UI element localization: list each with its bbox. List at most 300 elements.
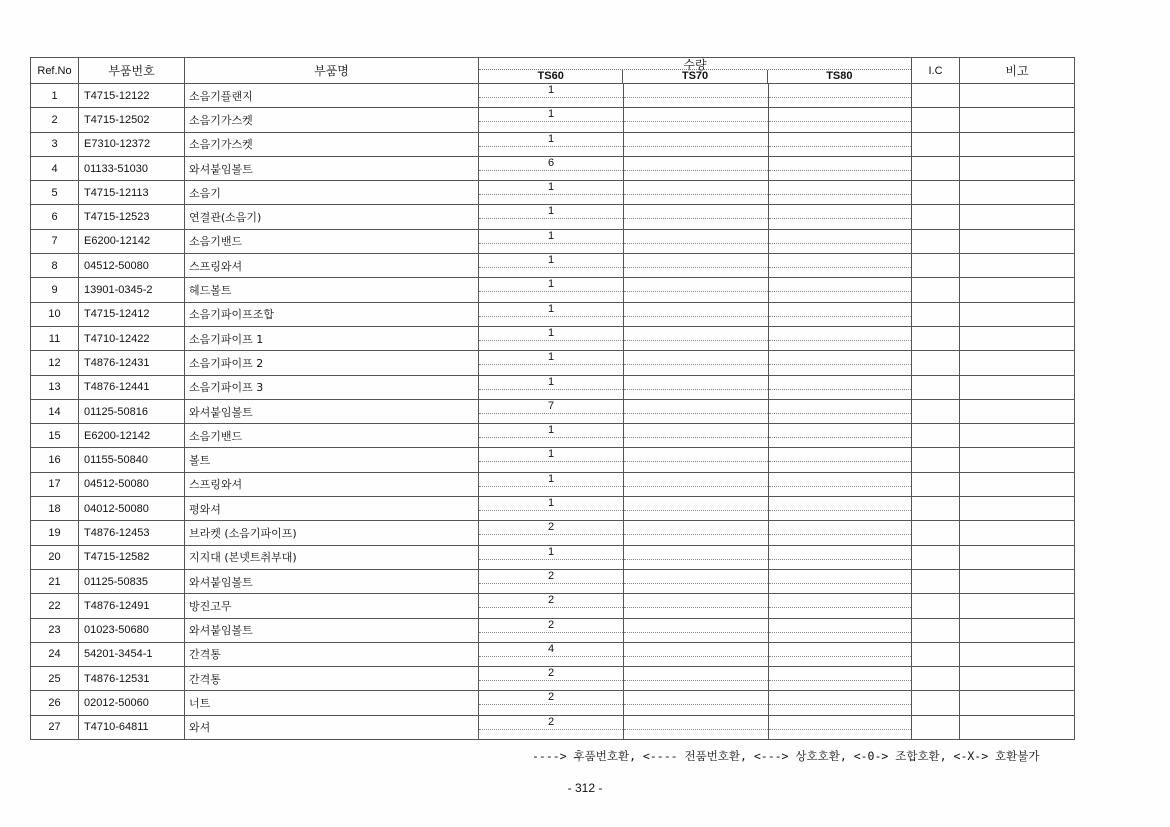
cell-qty-ts60 <box>479 108 624 132</box>
cell-ref-no: 1 <box>31 84 79 108</box>
cell-part-name: 지지대 (본넷트취부대) <box>185 545 479 569</box>
cell-note <box>960 424 1075 448</box>
qty-dotted-line <box>624 243 768 244</box>
qty-dotted-line <box>479 194 623 195</box>
qty-dotted-line <box>769 680 911 681</box>
qty-dotted-line <box>769 291 911 292</box>
cell-qty-ts70 <box>624 448 769 472</box>
cell-ref-no: 12 <box>31 351 79 375</box>
cell-ref-no: 14 <box>31 399 79 423</box>
qty-dotted-line <box>624 583 768 584</box>
cell-ic <box>912 254 960 278</box>
cell-part-number: T4715-12582 <box>79 545 185 569</box>
cell-ref-no: 16 <box>31 448 79 472</box>
qty-dotted-line <box>769 704 911 705</box>
cell-ref-no: 9 <box>31 278 79 302</box>
table-row <box>31 375 1075 399</box>
cell-qty-ts60 <box>479 424 624 448</box>
cell-qty-ts80 <box>769 642 912 666</box>
qty-dotted-line <box>769 656 911 657</box>
header-part-name: 부품명 <box>185 58 479 84</box>
cell-ref-no: 10 <box>31 302 79 326</box>
qty-dotted-line <box>479 559 623 560</box>
qty-dotted-line <box>479 632 623 633</box>
cell-part-number: T4715-12113 <box>79 181 185 205</box>
cell-part-number: 01133-51030 <box>79 156 185 180</box>
cell-part-number: 04512-50080 <box>79 254 185 278</box>
qty-value-ts60: 1 <box>547 108 555 121</box>
qty-dotted-line <box>769 340 911 341</box>
qty-dotted-line <box>769 632 911 633</box>
cell-qty-ts60 <box>479 667 624 691</box>
cell-qty-ts80 <box>769 667 912 691</box>
qty-value-ts60: 1 <box>547 229 555 242</box>
qty-dotted-line <box>479 389 623 390</box>
cell-part-name: 간격통 <box>185 642 479 666</box>
cell-ref-no: 27 <box>31 715 79 739</box>
cell-note <box>960 156 1075 180</box>
cell-part-name: 볼트 <box>185 448 479 472</box>
cell-ic <box>912 84 960 108</box>
cell-ic <box>912 497 960 521</box>
cell-ref-no: 25 <box>31 667 79 691</box>
table-header-row <box>31 58 1075 84</box>
cell-part-number: T4715-12523 <box>79 205 185 229</box>
header-model-ts60: TS60 <box>537 70 564 82</box>
cell-note <box>960 375 1075 399</box>
cell-qty-ts70 <box>624 278 769 302</box>
table-row <box>31 545 1075 569</box>
table-row <box>31 351 1075 375</box>
cell-ref-no: 20 <box>31 545 79 569</box>
qty-dotted-line <box>624 218 768 219</box>
cell-qty-ts80 <box>769 302 912 326</box>
cell-qty-ts70 <box>624 156 769 180</box>
cell-part-name: 와셔붙임볼트 <box>185 399 479 423</box>
cell-qty-ts70 <box>624 205 769 229</box>
cell-qty-ts70 <box>624 594 769 618</box>
qty-dotted-line <box>479 461 623 462</box>
cell-ref-no: 19 <box>31 521 79 545</box>
compatibility-legend: ----> 후품번호환, <---- 전품번호환, <---> 상호호환, <-0-> 조합호환, <-X-> 호환불가 <box>532 749 1040 763</box>
qty-dotted-line <box>479 729 623 730</box>
cell-qty-ts70 <box>624 254 769 278</box>
cell-ic <box>912 642 960 666</box>
qty-dotted-line <box>624 656 768 657</box>
cell-ic <box>912 521 960 545</box>
qty-dotted-line <box>479 364 623 365</box>
cell-qty-ts80 <box>769 691 912 715</box>
cell-qty-ts60 <box>479 545 624 569</box>
cell-ic <box>912 715 960 739</box>
cell-ic <box>912 594 960 618</box>
qty-dotted-line <box>479 243 623 244</box>
qty-dotted-line <box>769 146 911 147</box>
table-row <box>31 181 1075 205</box>
qty-dotted-line <box>479 218 623 219</box>
qty-value-ts60: 1 <box>547 375 555 388</box>
cell-qty-ts80 <box>769 521 912 545</box>
qty-value-ts60: 1 <box>547 351 555 364</box>
cell-qty-ts70 <box>624 351 769 375</box>
cell-ref-no: 11 <box>31 326 79 350</box>
cell-part-name: 연결관(소음기) <box>185 205 479 229</box>
qty-dotted-line <box>479 534 623 535</box>
qty-dotted-line <box>624 121 768 122</box>
qty-dotted-line <box>479 680 623 681</box>
cell-ic <box>912 424 960 448</box>
table-row <box>31 326 1075 350</box>
qty-dotted-line <box>479 340 623 341</box>
cell-ic <box>912 156 960 180</box>
cell-qty-ts80 <box>769 351 912 375</box>
cell-part-name: 브라켓 (소음기파이프) <box>185 521 479 545</box>
cell-note <box>960 642 1075 666</box>
cell-qty-ts80 <box>769 205 912 229</box>
cell-qty-ts70 <box>624 521 769 545</box>
qty-value-ts60: 2 <box>547 569 555 582</box>
cell-qty-ts60 <box>479 326 624 350</box>
header-model-row <box>479 69 911 83</box>
qty-value-ts60: 2 <box>547 618 555 631</box>
qty-dotted-line <box>479 510 623 511</box>
header-ic: I.C <box>912 58 960 84</box>
cell-qty-ts60 <box>479 594 624 618</box>
cell-qty-ts60 <box>479 448 624 472</box>
qty-value-ts60: 1 <box>547 84 555 96</box>
cell-qty-ts70 <box>624 691 769 715</box>
table-row <box>31 205 1075 229</box>
cell-note <box>960 715 1075 739</box>
cell-part-name: 평와셔 <box>185 497 479 521</box>
cell-ref-no: 4 <box>31 156 79 180</box>
qty-value-ts60: 4 <box>547 642 555 655</box>
qty-dotted-line <box>624 97 768 98</box>
cell-part-number: T4715-12412 <box>79 302 185 326</box>
qty-dotted-line <box>624 413 768 414</box>
cell-qty-ts70 <box>624 375 769 399</box>
cell-part-name: 와셔붙임볼트 <box>185 156 479 180</box>
qty-dotted-line <box>624 704 768 705</box>
qty-value-ts60: 1 <box>547 448 555 461</box>
qty-dotted-line <box>624 607 768 608</box>
table-row <box>31 132 1075 156</box>
qty-dotted-line <box>769 461 911 462</box>
table-row <box>31 278 1075 302</box>
cell-qty-ts80 <box>769 618 912 642</box>
cell-part-name: 소음기밴드 <box>185 229 479 253</box>
qty-dotted-line <box>769 486 911 487</box>
cell-note <box>960 691 1075 715</box>
cell-note <box>960 205 1075 229</box>
cell-ref-no: 6 <box>31 205 79 229</box>
qty-dotted-line <box>769 97 911 98</box>
qty-dotted-line <box>624 729 768 730</box>
qty-dotted-line <box>479 437 623 438</box>
cell-qty-ts80 <box>769 569 912 593</box>
cell-qty-ts80 <box>769 375 912 399</box>
cell-ic <box>912 132 960 156</box>
cell-note <box>960 254 1075 278</box>
qty-dotted-line <box>624 559 768 560</box>
qty-dotted-line <box>769 121 911 122</box>
qty-dotted-line <box>769 583 911 584</box>
cell-note <box>960 545 1075 569</box>
cell-qty-ts70 <box>624 326 769 350</box>
cell-ic <box>912 351 960 375</box>
cell-part-number: T4876-12453 <box>79 521 185 545</box>
cell-qty-ts70 <box>624 108 769 132</box>
cell-qty-ts60 <box>479 618 624 642</box>
cell-ic <box>912 618 960 642</box>
cell-qty-ts70 <box>624 545 769 569</box>
qty-value-ts60: 2 <box>547 594 555 607</box>
cell-ref-no: 2 <box>31 108 79 132</box>
cell-qty-ts70 <box>624 569 769 593</box>
cell-part-number: 01125-50835 <box>79 569 185 593</box>
cell-ic <box>912 205 960 229</box>
cell-note <box>960 472 1075 496</box>
qty-dotted-line <box>624 461 768 462</box>
qty-value-ts60: 1 <box>547 181 555 194</box>
header-model-ts70: TS70 <box>622 70 766 83</box>
cell-qty-ts80 <box>769 181 912 205</box>
cell-qty-ts60 <box>479 642 624 666</box>
cell-qty-ts60 <box>479 715 624 739</box>
cell-part-name: 소음기가스켓 <box>185 108 479 132</box>
cell-qty-ts80 <box>769 715 912 739</box>
page-number: - 312 - <box>567 781 603 795</box>
cell-ref-no: 24 <box>31 642 79 666</box>
table-row <box>31 691 1075 715</box>
cell-qty-ts80 <box>769 399 912 423</box>
cell-qty-ts60 <box>479 351 624 375</box>
cell-qty-ts80 <box>769 326 912 350</box>
cell-ref-no: 15 <box>31 424 79 448</box>
cell-ref-no: 8 <box>31 254 79 278</box>
cell-part-number: 02012-50060 <box>79 691 185 715</box>
qty-dotted-line <box>624 267 768 268</box>
cell-note <box>960 594 1075 618</box>
cell-note <box>960 448 1075 472</box>
cell-qty-ts80 <box>769 108 912 132</box>
qty-value-ts60: 7 <box>547 399 555 412</box>
cell-qty-ts70 <box>624 642 769 666</box>
cell-note <box>960 399 1075 423</box>
cell-note <box>960 618 1075 642</box>
qty-value-ts60: 2 <box>547 691 555 704</box>
cell-ic <box>912 375 960 399</box>
cell-ic <box>912 667 960 691</box>
qty-value-ts60: 1 <box>547 132 555 145</box>
qty-value-ts60: 1 <box>547 545 555 558</box>
cell-qty-ts80 <box>769 132 912 156</box>
table-row <box>31 569 1075 593</box>
qty-dotted-line <box>624 364 768 365</box>
cell-ref-no: 3 <box>31 132 79 156</box>
cell-qty-ts70 <box>624 399 769 423</box>
qty-dotted-line <box>479 97 623 98</box>
cell-ic <box>912 472 960 496</box>
cell-part-number: E6200-12142 <box>79 229 185 253</box>
cell-ic <box>912 302 960 326</box>
cell-ref-no: 13 <box>31 375 79 399</box>
table-body <box>31 84 1075 740</box>
cell-qty-ts60 <box>479 181 624 205</box>
qty-dotted-line <box>479 121 623 122</box>
qty-dotted-line <box>769 510 911 511</box>
cell-ic <box>912 229 960 253</box>
cell-part-number: T4710-64811 <box>79 715 185 739</box>
qty-dotted-line <box>479 413 623 414</box>
qty-value-ts60: 2 <box>547 667 555 680</box>
cell-note <box>960 569 1075 593</box>
cell-note <box>960 132 1075 156</box>
cell-qty-ts60 <box>479 399 624 423</box>
cell-qty-ts80 <box>769 156 912 180</box>
qty-dotted-line <box>479 267 623 268</box>
qty-value-ts60: 1 <box>547 497 555 510</box>
table-row <box>31 108 1075 132</box>
cell-part-name: 스프링와셔 <box>185 472 479 496</box>
qty-dotted-line <box>624 389 768 390</box>
header-part-number: 부품번호 <box>79 58 185 84</box>
cell-qty-ts80 <box>769 229 912 253</box>
qty-dotted-line <box>624 437 768 438</box>
cell-part-name: 스프링와셔 <box>185 254 479 278</box>
cell-qty-ts60 <box>479 472 624 496</box>
cell-part-number: T4876-12531 <box>79 667 185 691</box>
qty-dotted-line <box>769 364 911 365</box>
cell-part-number: E7310-12372 <box>79 132 185 156</box>
cell-qty-ts60 <box>479 521 624 545</box>
cell-qty-ts70 <box>624 424 769 448</box>
qty-dotted-line <box>769 194 911 195</box>
qty-value-ts60: 1 <box>547 205 555 218</box>
qty-dotted-line <box>479 291 623 292</box>
cell-part-name: 간격통 <box>185 667 479 691</box>
table-row <box>31 618 1075 642</box>
table-row <box>31 156 1075 180</box>
table-row <box>31 667 1075 691</box>
cell-qty-ts70 <box>624 84 769 108</box>
cell-note <box>960 667 1075 691</box>
table-row <box>31 594 1075 618</box>
cell-note <box>960 84 1075 108</box>
cell-qty-ts60 <box>479 132 624 156</box>
qty-dotted-line <box>479 316 623 317</box>
cell-ref-no: 22 <box>31 594 79 618</box>
cell-qty-ts80 <box>769 448 912 472</box>
qty-dotted-line <box>769 534 911 535</box>
cell-part-number: 04012-50080 <box>79 497 185 521</box>
cell-qty-ts60 <box>479 254 624 278</box>
table-row <box>31 448 1075 472</box>
table-row <box>31 229 1075 253</box>
table-row <box>31 642 1075 666</box>
cell-part-name: 소음기플랜지 <box>185 84 479 108</box>
cell-ic <box>912 108 960 132</box>
qty-dotted-line <box>769 607 911 608</box>
cell-part-number: T4876-12441 <box>79 375 185 399</box>
cell-qty-ts80 <box>769 545 912 569</box>
cell-part-name: 소음기가스켓 <box>185 132 479 156</box>
qty-dotted-line <box>479 146 623 147</box>
cell-part-number: 01155-50840 <box>79 448 185 472</box>
qty-dotted-line <box>624 534 768 535</box>
cell-part-number: 13901-0345-2 <box>79 278 185 302</box>
qty-dotted-line <box>624 291 768 292</box>
qty-value-ts60: 1 <box>547 472 555 485</box>
table-row <box>31 521 1075 545</box>
table-row <box>31 715 1075 739</box>
qty-dotted-line <box>769 389 911 390</box>
qty-dotted-line <box>769 218 911 219</box>
cell-part-name: 방진고무 <box>185 594 479 618</box>
cell-qty-ts80 <box>769 424 912 448</box>
qty-dotted-line <box>624 340 768 341</box>
table-row <box>31 84 1075 108</box>
qty-value-ts60: 1 <box>547 326 555 339</box>
cell-ref-no: 18 <box>31 497 79 521</box>
cell-qty-ts80 <box>769 254 912 278</box>
cell-qty-ts60 <box>479 229 624 253</box>
qty-dotted-line <box>769 170 911 171</box>
cell-part-name: 와셔붙임볼트 <box>185 618 479 642</box>
qty-dotted-line <box>769 267 911 268</box>
qty-value-ts60: 1 <box>547 254 555 267</box>
cell-part-number: 04512-50080 <box>79 472 185 496</box>
cell-ref-no: 23 <box>31 618 79 642</box>
cell-qty-ts60 <box>479 691 624 715</box>
cell-qty-ts80 <box>769 472 912 496</box>
cell-note <box>960 326 1075 350</box>
cell-part-name: 소음기파이프조합 <box>185 302 479 326</box>
qty-dotted-line <box>769 316 911 317</box>
cell-ic <box>912 448 960 472</box>
table-row <box>31 497 1075 521</box>
qty-dotted-line <box>479 607 623 608</box>
cell-part-number: T4710-12422 <box>79 326 185 350</box>
table-row <box>31 472 1075 496</box>
cell-part-name: 소음기파이프 2 <box>185 351 479 375</box>
cell-qty-ts60 <box>479 84 624 108</box>
qty-value-ts60: 6 <box>547 156 555 169</box>
qty-dotted-line <box>769 243 911 244</box>
qty-dotted-line <box>479 170 623 171</box>
qty-dotted-line <box>624 510 768 511</box>
qty-dotted-line <box>624 194 768 195</box>
table-row <box>31 302 1075 326</box>
cell-part-name: 소음기밴드 <box>185 424 479 448</box>
cell-qty-ts60 <box>479 302 624 326</box>
cell-qty-ts60 <box>479 569 624 593</box>
table-row <box>31 399 1075 423</box>
qty-dotted-line <box>769 437 911 438</box>
cell-part-number: T4715-12502 <box>79 108 185 132</box>
qty-dotted-line <box>769 413 911 414</box>
cell-note <box>960 302 1075 326</box>
qty-dotted-line <box>479 656 623 657</box>
qty-dotted-line <box>769 559 911 560</box>
header-model-ts80: TS80 <box>767 70 911 83</box>
cell-note <box>960 497 1075 521</box>
qty-dotted-line <box>479 704 623 705</box>
qty-dotted-line <box>624 632 768 633</box>
cell-part-number: 54201-3454-1 <box>79 642 185 666</box>
cell-qty-ts80 <box>769 84 912 108</box>
qty-value-ts60: 1 <box>547 302 555 315</box>
